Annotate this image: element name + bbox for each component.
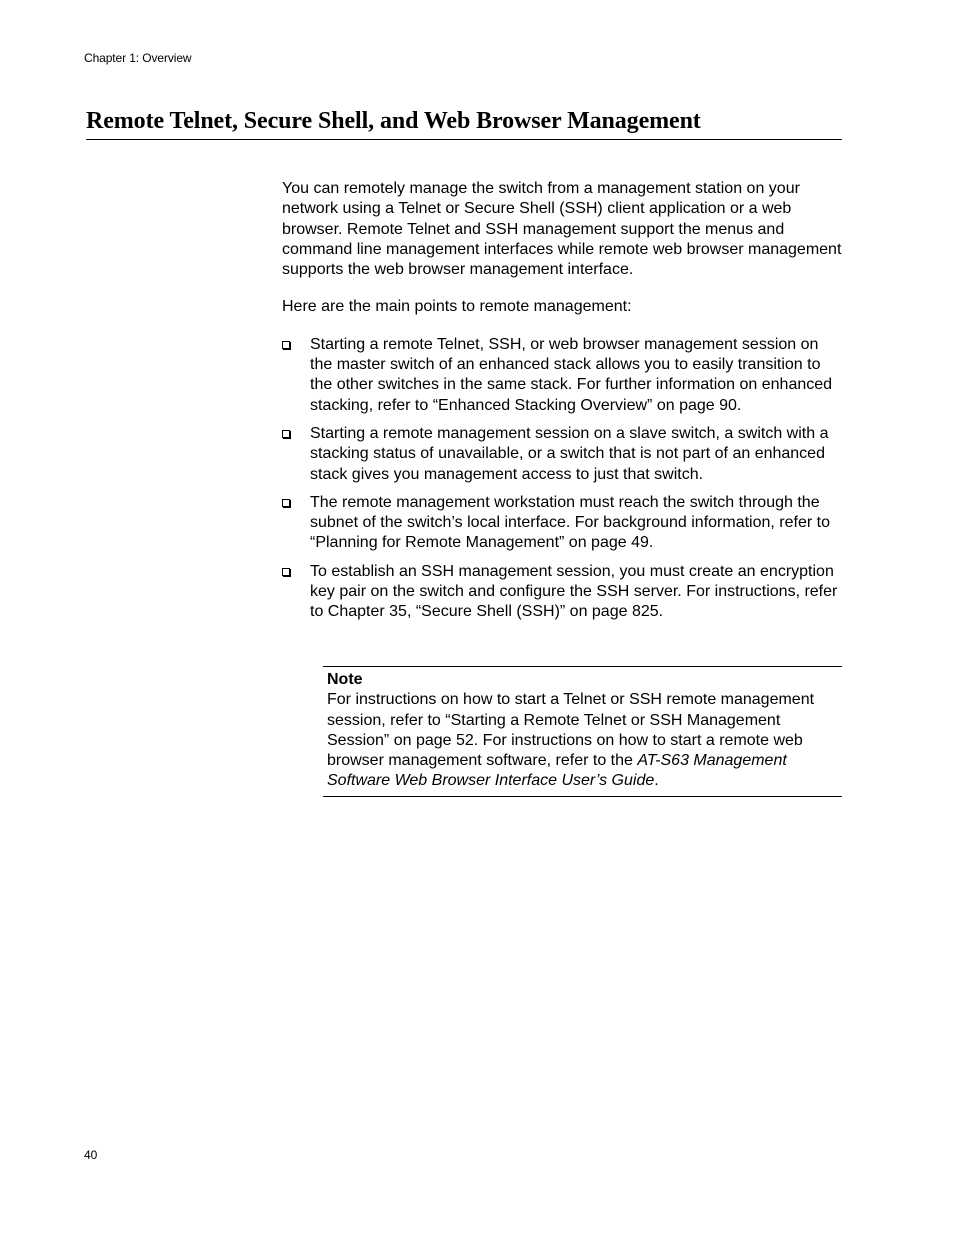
checkbox-bullet-icon [282,341,290,349]
bullet-text: Starting a remote Telnet, SSH, or web browser management session on the master switch of an enhanced stack allows you to easily transition to the other switches in the same stack. For further information on enhanced stacking, refer to “Enhanced Stacking Overview” on page 90. [310,335,833,414]
note-text-end: . [654,772,659,790]
bullet-list [282,335,844,623]
bullet-text: The remote management workstation must reach the switch through the subnet of the switch’s local interface. For background information, refer to “Planning for Remote Management” on page 49. [310,493,830,552]
note-heading: Note [327,671,363,688]
checkbox-bullet-icon [282,568,290,576]
note-text [327,690,842,791]
body-column [282,179,844,631]
bullet-item [282,562,844,623]
bullet-item [282,424,844,485]
running-header: Chapter 1: Overview [84,51,192,65]
bullet-item [282,493,844,554]
page-number: 40 [84,1148,98,1162]
checkbox-bullet-icon [282,499,290,507]
guide-title: AT-S63 Management Software Web Browser Interface User’s Guide [327,752,787,790]
section-title: Remote Telnet, Secure Shell, and Web Browser Management [86,107,842,140]
note-box [323,666,842,797]
intro-paragraph: You can remotely manage the switch from a management station on your network using a Telnet or Secure Shell (SSH) client application or a web browser. Remote Telnet and SSH management support the menus and command line management interfaces while remote web browser management supports the web browser management interface. [282,180,842,279]
bullet-item [282,335,844,416]
bullet-text: Starting a remote management session on a slave switch, a switch with a stacking status of unavailable, or a switch that is not part of an enhanced stack gives you management access to just that switch. [310,424,829,483]
lead-in-paragraph: Here are the main points to remote management: [282,298,632,316]
checkbox-bullet-icon [282,430,290,438]
bullet-text: To establish an SSH management session, you must create an encryption key pair on the switch and configure the SSH server. For instructions, refer to Chapter 35, “Secure Shell (SSH)” on page 825. [310,562,838,621]
note-text-start: For instructions on how to start a Telnet or SSH remote management session, refer to “Starting a Remote Telnet or SSH Management Session” on page 52. For instructions on how to start a remote web browser management software, refer to the [327,691,815,770]
